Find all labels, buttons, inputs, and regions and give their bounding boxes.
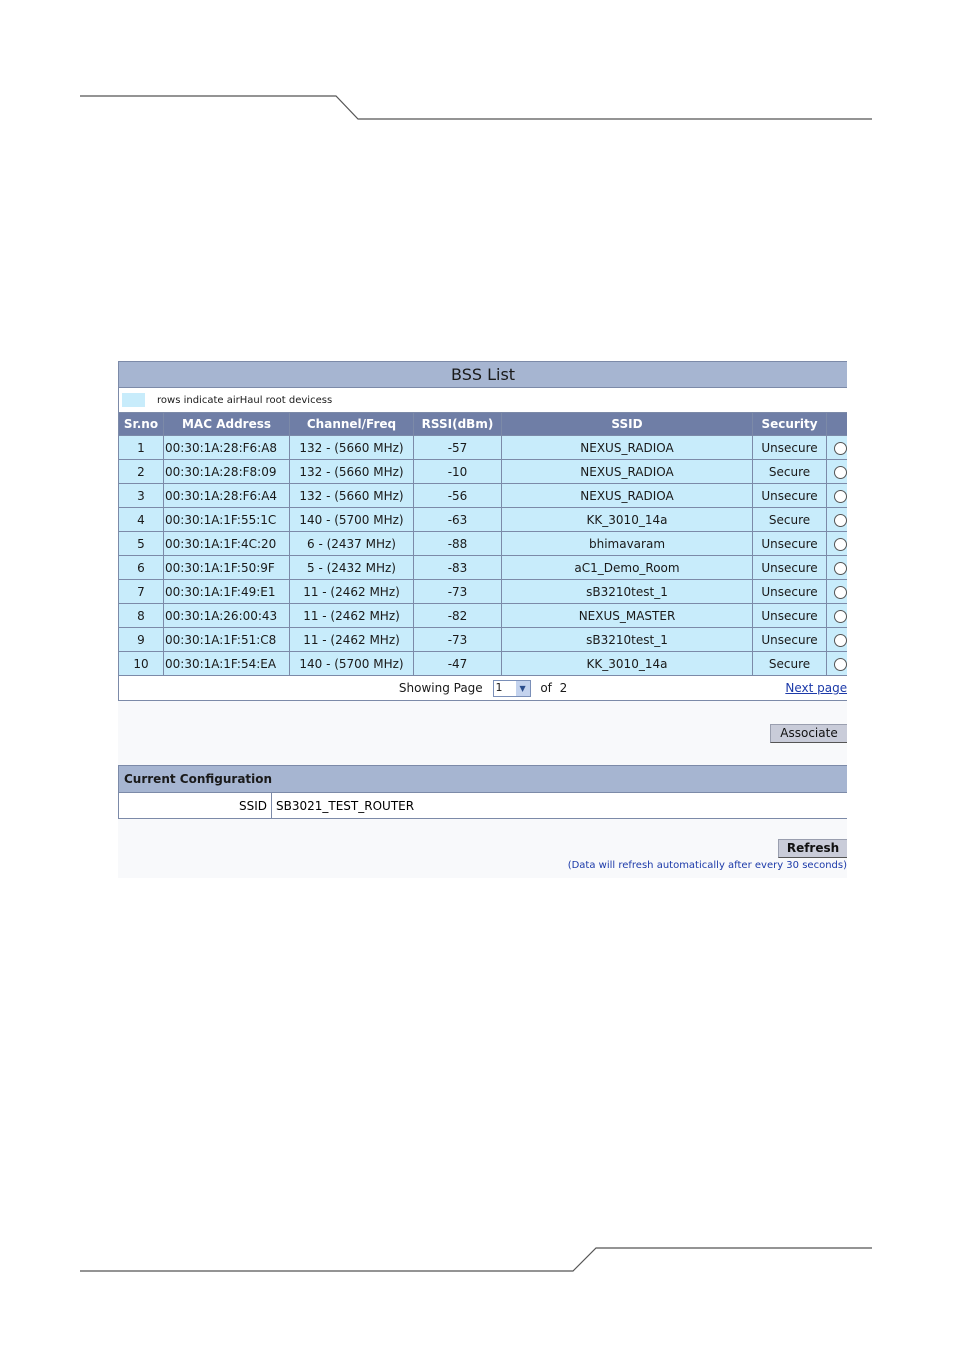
config-ssid-value: SB3021_TEST_ROUTER [272, 793, 848, 819]
bss-list-panel [118, 361, 847, 878]
cell-channel: 6 - (2437 MHz) [290, 532, 414, 556]
select-radio[interactable] [834, 634, 847, 647]
cell-ssid: NEXUS_RADIOA [502, 460, 753, 484]
table-row [119, 604, 848, 628]
cell-select [827, 532, 848, 556]
cell-select [827, 508, 848, 532]
cell-rssi: -56 [414, 484, 502, 508]
col-header-security: Security [753, 413, 827, 436]
col-header-channel: Channel/Freq [290, 413, 414, 436]
cell-srno: 2 [119, 460, 164, 484]
cell-channel: 11 - (2462 MHz) [290, 604, 414, 628]
table-row [119, 484, 848, 508]
cell-mac: 00:30:1A:28:F6:A4 [164, 484, 290, 508]
page-header-decoration [0, 0, 954, 140]
cell-srno: 10 [119, 652, 164, 676]
cell-srno: 5 [119, 532, 164, 556]
cell-mac: 00:30:1A:1F:50:9F [164, 556, 290, 580]
select-radio[interactable] [834, 490, 847, 503]
cell-rssi: -83 [414, 556, 502, 580]
associate-button[interactable]: Associate [770, 724, 847, 743]
cell-channel: 132 - (5660 MHz) [290, 436, 414, 460]
bss-list-table [118, 361, 847, 701]
cell-mac: 00:30:1A:1F:49:E1 [164, 580, 290, 604]
cell-rssi: -73 [414, 580, 502, 604]
pager-total-pages: 2 [559, 680, 568, 695]
select-radio[interactable] [834, 538, 847, 551]
table-row [119, 556, 848, 580]
cell-mac: 00:30:1A:28:F8:09 [164, 460, 290, 484]
cell-channel: 132 - (5660 MHz) [290, 484, 414, 508]
cell-mac: 00:30:1A:1F:51:C8 [164, 628, 290, 652]
cell-rssi: -63 [414, 508, 502, 532]
current-configuration-title: Current Configuration [119, 766, 848, 793]
table-row [119, 628, 848, 652]
cell-ssid: aC1_Demo_Room [502, 556, 753, 580]
cell-srno: 4 [119, 508, 164, 532]
cell-select [827, 628, 848, 652]
cell-channel: 140 - (5700 MHz) [290, 508, 414, 532]
cell-ssid: KK_3010_14a [502, 508, 753, 532]
cell-srno: 9 [119, 628, 164, 652]
table-row [119, 436, 848, 460]
cell-security: Unsecure [753, 436, 827, 460]
cell-rssi: -73 [414, 628, 502, 652]
pager-showing-label: Showing Page [398, 680, 483, 695]
cell-rssi: -10 [414, 460, 502, 484]
cell-channel: 132 - (5660 MHz) [290, 460, 414, 484]
refresh-button[interactable]: Refresh [778, 839, 847, 858]
cell-ssid: sB3210test_1 [502, 628, 753, 652]
cell-security: Unsecure [753, 556, 827, 580]
select-radio[interactable] [834, 514, 847, 527]
cell-security: Unsecure [753, 532, 827, 556]
cell-channel: 140 - (5700 MHz) [290, 652, 414, 676]
cell-srno: 7 [119, 580, 164, 604]
cell-security: Unsecure [753, 604, 827, 628]
cell-security: Unsecure [753, 484, 827, 508]
chevron-down-icon: ▼ [516, 681, 530, 696]
legend [119, 388, 848, 413]
cell-ssid: NEXUS_RADIOA [502, 484, 753, 508]
cell-rssi: -47 [414, 652, 502, 676]
legend-swatch [122, 393, 145, 407]
col-header-srno: Sr.no [119, 413, 164, 436]
next-page-link[interactable]: Next page [785, 681, 847, 695]
table-row [119, 580, 848, 604]
cell-rssi: -88 [414, 532, 502, 556]
table-row [119, 532, 848, 556]
page-select-value: 1 [495, 680, 503, 694]
cell-srno: 8 [119, 604, 164, 628]
cell-channel: 11 - (2462 MHz) [290, 580, 414, 604]
legend-text: rows indicate airHaul root devicess [157, 394, 333, 406]
select-radio[interactable] [834, 610, 847, 623]
column-header-row [119, 413, 848, 436]
config-ssid-label: SSID [119, 793, 272, 819]
select-radio[interactable] [834, 442, 847, 455]
cell-security: Secure [753, 460, 827, 484]
col-header-select [827, 413, 848, 436]
cell-ssid: bhimavaram [502, 532, 753, 556]
cell-select [827, 580, 848, 604]
select-radio[interactable] [834, 562, 847, 575]
cell-security: Unsecure [753, 628, 827, 652]
bss-list-title: BSS List [119, 362, 848, 388]
table-row [119, 652, 848, 676]
select-radio[interactable] [834, 586, 847, 599]
cell-select [827, 652, 848, 676]
pager-of-label: of [540, 680, 552, 695]
cell-channel: 11 - (2462 MHz) [290, 628, 414, 652]
cell-mac: 00:30:1A:26:00:43 [164, 604, 290, 628]
cell-select [827, 604, 848, 628]
cell-rssi: -82 [414, 604, 502, 628]
cell-mac: 00:30:1A:28:F6:A8 [164, 436, 290, 460]
cell-rssi: -57 [414, 436, 502, 460]
refresh-note: (Data will refresh automatically after every 30 seconds) [567, 860, 847, 871]
cell-select [827, 460, 848, 484]
cell-security: Secure [753, 652, 827, 676]
cell-ssid: NEXUS_MASTER [502, 604, 753, 628]
cell-mac: 00:30:1A:1F:54:EA [164, 652, 290, 676]
cell-mac: 00:30:1A:1F:4C:20 [164, 532, 290, 556]
col-header-rssi: RSSI(dBm) [414, 413, 502, 436]
select-radio[interactable] [834, 658, 847, 671]
pager [119, 676, 848, 701]
cell-ssid: NEXUS_RADIOA [502, 436, 753, 460]
page-select[interactable] [493, 680, 531, 697]
cell-mac: 00:30:1A:1F:55:1C [164, 508, 290, 532]
col-header-mac: MAC Address [164, 413, 290, 436]
cell-srno: 6 [119, 556, 164, 580]
cell-select [827, 484, 848, 508]
cell-ssid: sB3210test_1 [502, 580, 753, 604]
cell-ssid: KK_3010_14a [502, 652, 753, 676]
cell-channel: 5 - (2432 MHz) [290, 556, 414, 580]
table-row [119, 460, 848, 484]
select-radio[interactable] [834, 466, 847, 479]
cell-select [827, 436, 848, 460]
cell-select [827, 556, 848, 580]
cell-security: Secure [753, 508, 827, 532]
current-configuration-table [118, 765, 847, 819]
page-footer-decoration [0, 1230, 954, 1290]
table-row [119, 508, 848, 532]
col-header-ssid: SSID [502, 413, 753, 436]
cell-security: Unsecure [753, 580, 827, 604]
cell-srno: 3 [119, 484, 164, 508]
cell-srno: 1 [119, 436, 164, 460]
